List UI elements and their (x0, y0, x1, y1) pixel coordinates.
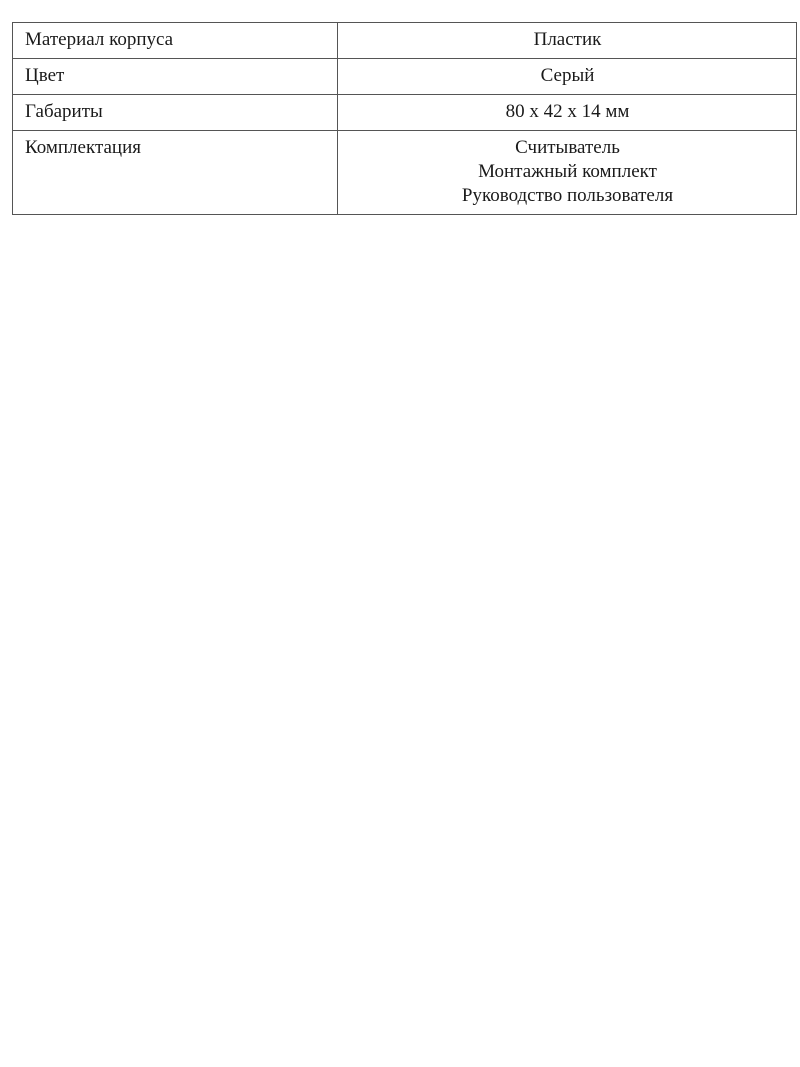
spec-value-color (338, 59, 797, 95)
spec-row-package-contents (13, 131, 797, 215)
spec-value-package-contents (338, 131, 797, 215)
spec-row-dimensions (13, 95, 797, 131)
spec-value-line: Руководство пользователя (461, 185, 674, 206)
spec-row-housing-material (13, 23, 797, 59)
spec-value-line: Пластик (533, 29, 602, 50)
spec-value-line: Серый (540, 65, 595, 86)
spec-value-dimensions (338, 95, 797, 131)
spec-value-line: 80 х 42 х 14 мм (505, 101, 630, 122)
specifications-table (12, 22, 797, 215)
spec-label-color: Цвет (13, 59, 338, 95)
spec-value-line: Монтажный комплект (478, 161, 657, 182)
spec-row-color (13, 59, 797, 95)
spec-label-package-contents: Комплектация (13, 131, 338, 215)
spec-value-housing-material (338, 23, 797, 59)
spec-label-housing-material: Материал корпуса (13, 23, 338, 59)
spec-label-dimensions: Габариты (13, 95, 338, 131)
spec-value-line: Считыватель (515, 137, 620, 158)
